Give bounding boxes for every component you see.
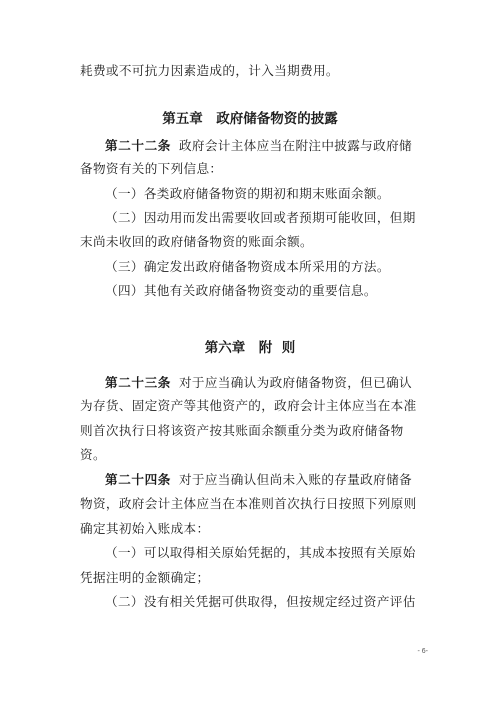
paragraph-line: 耗费或不可抗力因素造成的，计入当期费用。 bbox=[80, 63, 339, 78]
article-24-text: 对于应当确认但尚未入账的存量政府储备 bbox=[178, 472, 412, 487]
list-item: （三）确定发出政府储备物资成本所采用的方法。 bbox=[105, 259, 390, 274]
paragraph-line: 末尚未收回的政府储备物资的账面余额。 bbox=[80, 234, 313, 249]
article-22-first-line bbox=[105, 138, 425, 154]
article-23-number: 第二十三条 bbox=[105, 375, 171, 390]
page-number: - 6- bbox=[417, 648, 428, 655]
article-22-text: 政府会计主体应当在附注中披露与政府储 bbox=[178, 138, 412, 153]
paragraph-line: 凭据注明的金额确定； bbox=[80, 570, 210, 585]
list-item: （二）没有相关凭据可供取得，但按规定经过资产评估 bbox=[105, 594, 416, 609]
paragraph-line: 备物资有关的下列信息： bbox=[80, 161, 223, 176]
paragraph-line: 物资，政府会计主体应当在本准则首次执行日按照下列原则 bbox=[80, 496, 417, 511]
article-23-text: 对于应当确认为政府储备物资，但已确认 bbox=[178, 375, 412, 390]
article-22-number: 第二十二条 bbox=[105, 138, 171, 153]
list-item: （一）可以取得相关原始凭据的，其成本按照有关原始 bbox=[105, 545, 416, 560]
paragraph-line: 则首次执行日将该资产按其账面余额重分类为政府储备物 bbox=[80, 423, 404, 438]
list-item: （四）其他有关政府储备物资变动的重要信息。 bbox=[105, 283, 377, 298]
list-item: （一）各类政府储备物资的期初和期末账面余额。 bbox=[105, 186, 390, 201]
chapter-6-heading: 第六章 附 则 bbox=[204, 340, 296, 356]
article-24-number: 第二十四条 bbox=[105, 472, 171, 487]
article-23-first-line bbox=[105, 375, 425, 391]
paragraph-line: 资。 bbox=[80, 447, 106, 462]
paragraph-line: 确定其初始入账成本： bbox=[80, 521, 210, 536]
chapter-5-heading: 第五章 政府储备物资的披露 bbox=[162, 111, 338, 127]
list-item: （二）因动用而发出需要收回或者预期可能收回，但期 bbox=[105, 210, 416, 225]
article-24-first-line bbox=[105, 472, 425, 488]
paragraph-line: 为存货、固定资产等其他资产的，政府会计主体应当在本准 bbox=[80, 398, 417, 413]
